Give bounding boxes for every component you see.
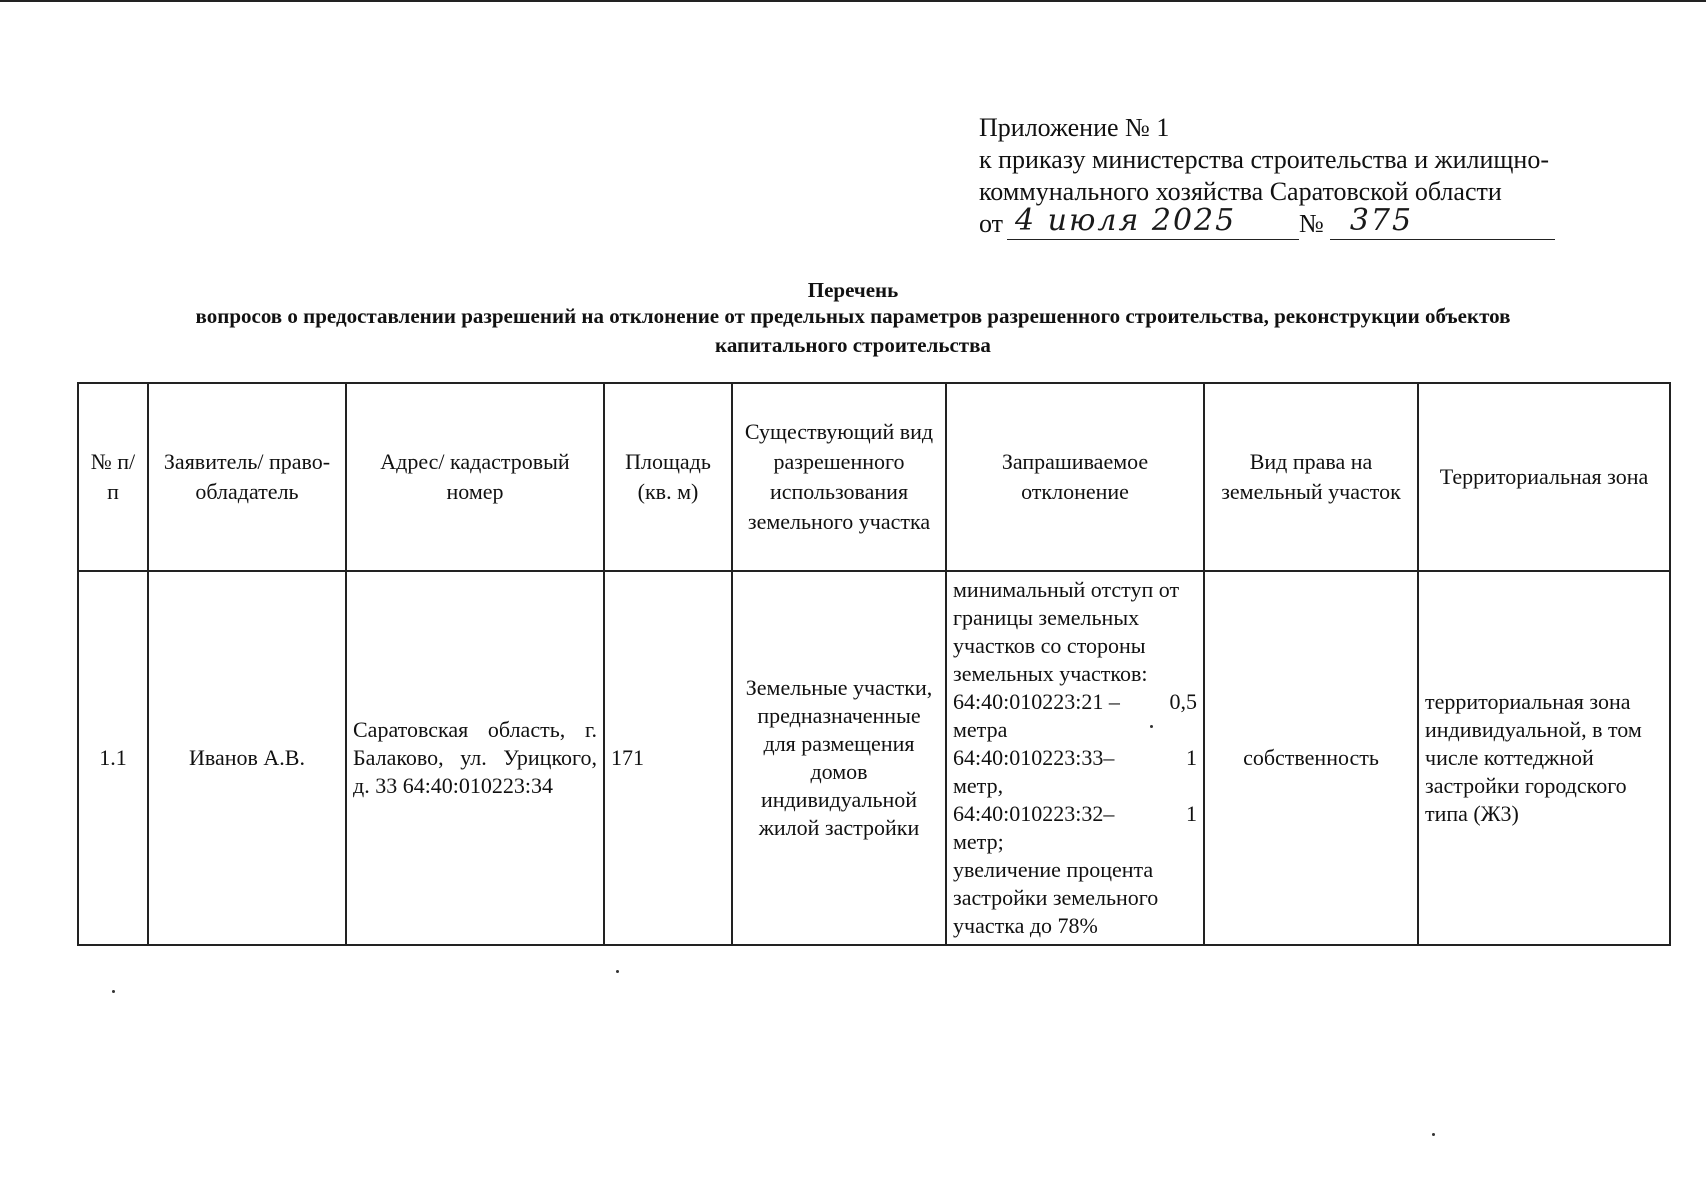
handwritten-date: 4 июля 2025 (1015, 203, 1237, 238)
cell-num: 1.1 (78, 571, 148, 945)
cell-requested-deviation (946, 571, 1204, 945)
header-address: Адрес/ кадастровый номер (346, 383, 604, 571)
date-field (1007, 203, 1299, 240)
header-territorial-zone: Территориальная зона (1418, 383, 1670, 571)
deviation-item-1-code: 64:40:010223:21 – (953, 689, 1120, 714)
cell-address: Саратовская область, г. Балаково, ул. Урицкого, д. 33 64:40:010223:34 (346, 571, 604, 945)
header-num: № п/п (78, 383, 148, 571)
deviation-item-1-unit: метра (953, 717, 1008, 742)
scan-edge-line (0, 0, 1706, 2)
scan-speck (1432, 1133, 1435, 1136)
header-land-right: Вид права на земельный участок (1204, 383, 1418, 571)
scan-speck (112, 990, 115, 993)
deviation-item-2-value: 1 (1186, 745, 1197, 770)
number-field (1330, 203, 1555, 240)
appendix-block (979, 112, 1555, 240)
table-header-row (78, 383, 1670, 571)
deviation-extra: увеличение процента застройки земельного участка до 78% (953, 857, 1159, 938)
deviation-item-3-unit: метр; (953, 829, 1004, 854)
deviation-item-2-code: 64:40:010223:33– (953, 745, 1115, 770)
header-permitted-use: Существующий вид разрешенного использования земельного участка (732, 383, 946, 571)
handwritten-number: 375 (1349, 203, 1414, 238)
deviation-item-1-value: 0,5 (1169, 689, 1197, 714)
deviation-item-3-code: 64:40:010223:32– (953, 801, 1115, 826)
deviation-requests-table (77, 382, 1671, 946)
header-requested-deviation: Запрашиваемое отклонение (946, 383, 1204, 571)
number-label: № (1299, 209, 1324, 238)
scan-speck (1150, 725, 1153, 728)
cell-area: 171 (604, 571, 732, 945)
from-label: от (979, 209, 1004, 238)
appendix-title: Приложение № 1 (979, 113, 1170, 142)
deviation-intro: минимальный отступ от границы земельных участков со стороны земельных участков: (953, 577, 1180, 686)
deviation-item-1 (953, 688, 1197, 716)
appendix-order-line-1: к приказу министерства строительства и жилищно- (979, 145, 1549, 174)
document-title: Перечень (807, 278, 899, 302)
deviation-item-2 (953, 744, 1197, 772)
appendix-date-number-line (979, 203, 1555, 240)
cell-permitted-use: Земельные участки, предназначенные для размещения домов индивидуальной жилой застройки (732, 571, 946, 945)
deviation-item-3 (953, 800, 1197, 828)
document-subtitle-line-1: вопросов о предоставлении разрешений на отклонение от предельных параметров разрешенного строительства, реконструкции объектов (195, 304, 1511, 328)
table-row (78, 571, 1670, 945)
document-subtitle-line-2: капитального строительства (715, 333, 991, 357)
appendix-order-line-2: коммунального хозяйства Саратовской области (979, 177, 1502, 206)
cell-land-right: собственность (1204, 571, 1418, 945)
deviation-item-3-value: 1 (1186, 801, 1197, 826)
header-area: Площадь (кв. м) (604, 383, 732, 571)
cell-territorial-zone: территориальная зона индивидуальной, в том числе коттеджной застройки городского типа (Ж3) (1418, 571, 1670, 945)
cell-applicant: Иванов А.В. (148, 571, 346, 945)
scan-speck (616, 970, 619, 973)
header-applicant: Заявитель/ право- обладатель (148, 383, 346, 571)
deviation-item-2-unit: метр, (953, 773, 1004, 798)
